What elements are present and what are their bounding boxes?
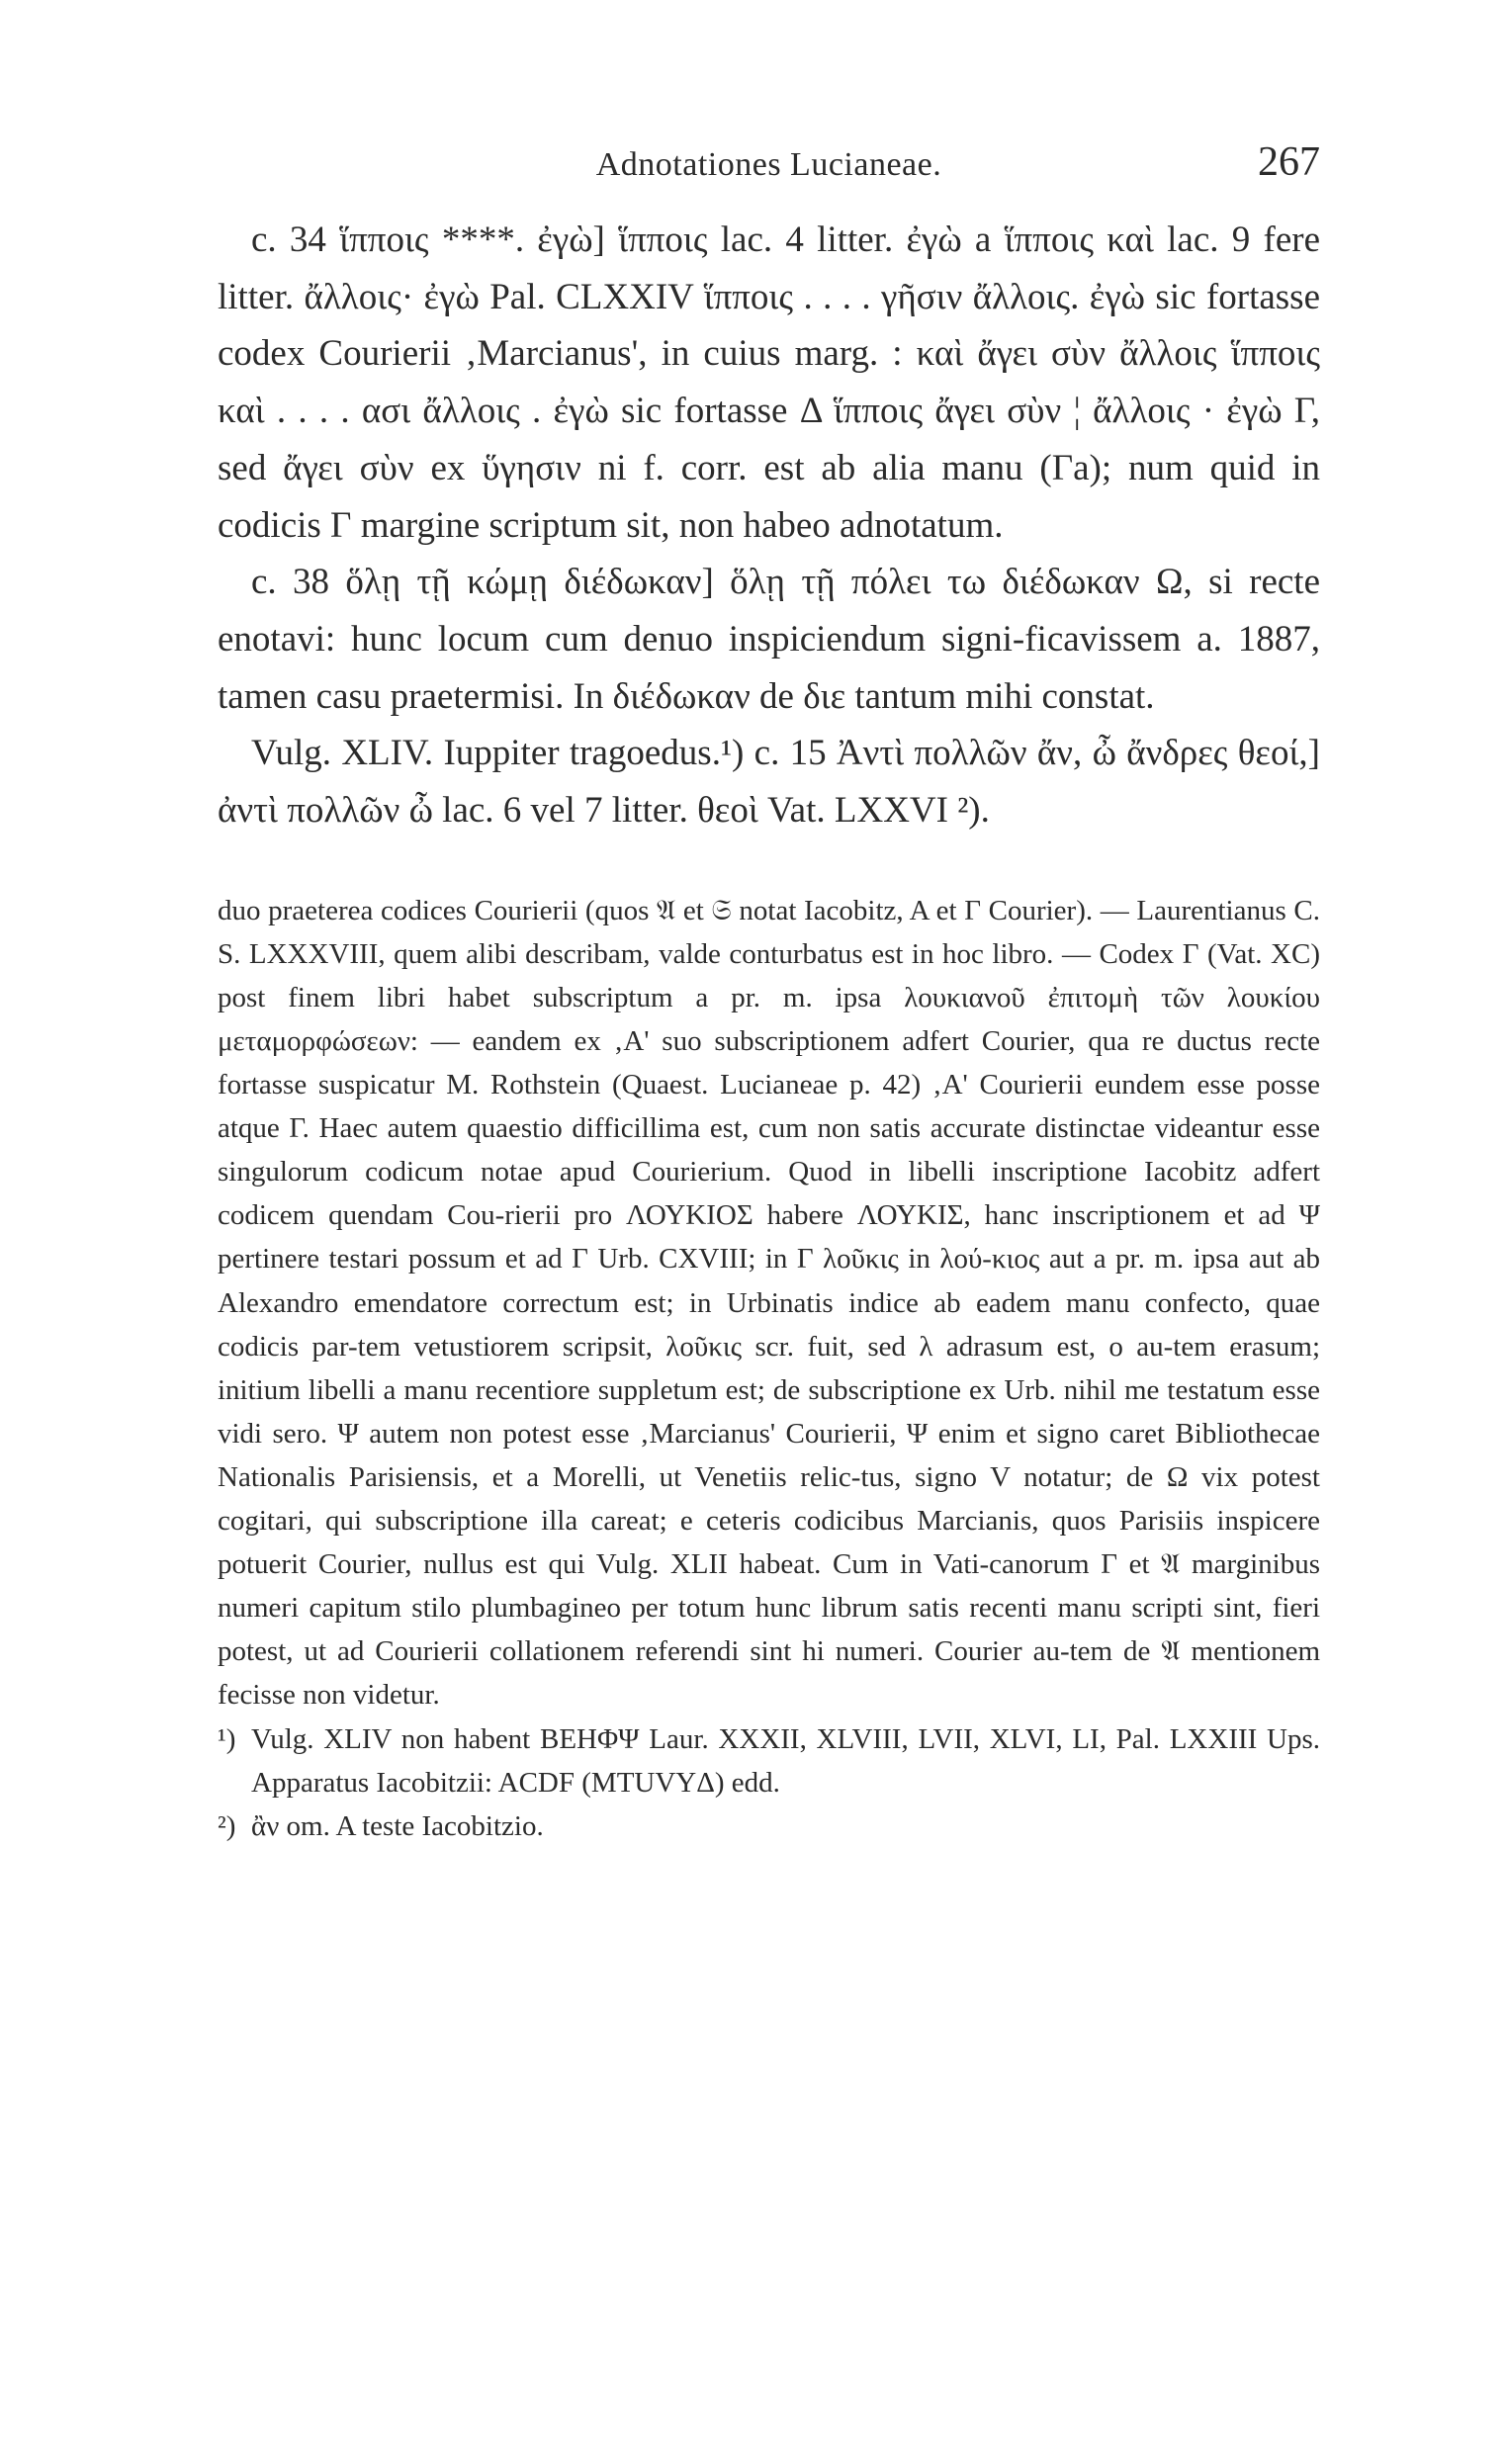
paragraph-c38: c. 38 ὅλῃ τῇ κώμῃ διέδωκαν] ὅλῃ τῇ πόλει τω διέδωκαν Ω, si recte enotavi: hunc locum cum denuo inspiciendum signi-ficavissem a. 1887, tamen casu praetermisi. In διέδωκαν de διε tantum mihi constat. bbox=[218, 562, 1320, 717]
paragraph-vulg-xliv: Vulg. XLIV. Iuppiter tragoedus.¹) c. 15 Ἀντὶ πολλῶν ἄν, ὦ ἄνδρες θεοί,] ἀντὶ πολλῶν ὦ lac. 6 vel 7 litter. θεοὶ Vat. LXXVI ²). bbox=[218, 733, 1320, 832]
footnote-text: ἂν om. A teste Iacobitzio. bbox=[251, 1809, 544, 1842]
footnote-text: Vulg. XLIV non habent BEHΦΨ Laur. XXXII, XLVIII, LVII, XLVI, LI, Pal. LXXIII Ups. Apparatus Iacobitzii: ACDF (MTUVYΔ) edd. bbox=[251, 1722, 1320, 1799]
note-block bbox=[218, 889, 1320, 1717]
book-page bbox=[218, 119, 1320, 1848]
paragraph-c34: c. 34 ἵπποις ****. ἐγὼ] ἵπποις lac. 4 litter. ἐγὼ a ἵπποις καὶ lac. 9 fere litter. ἄλλοις· ἐγὼ Pal. CLXXIV ἵπποις . . . . γῆσιν ἄλλοις. ἐγὼ sic fortasse codex Courierii ‚Marcianus', in cuius marg. : καὶ ἄγει σὺν ἄλλοις ἵπποις καὶ . . . . ασι ἄλλοις . ἐγὼ sic fortasse Δ ἵπποις ἄγει σὺν ¦ ἄλλοις · ἐγὼ Γ, sed ἄγει σὺν ex ὕγησιν ni f. corr. est ab alia manu (Γa); num quid in codicis Γ margine scriptum sit, non habeo adnotatum. bbox=[218, 220, 1320, 546]
footnote-mark: ²) bbox=[218, 1809, 236, 1842]
note-paragraph: duo praeterea codices Courierii (quos 𝔄 et 𝔖 notat Iacobitz, A et Γ Courier). — Laurentianus C. S. LXXXVIII, quem alibi describam, valde conturbatus est in hoc libro. — Codex Γ (Vat. XC) post finem libri habet subscriptum a pr. m. ipsa λουκιανοῦ ἐπιτομὴ τῶν λουκίου μεταμορφώσεων: — eandem ex ‚A' suo subscriptionem adfert Courier, qua re ductus recte fortasse suspicatur M. Rothstein (Quaest. Lucianeae p. 42) ‚A' Courierii eundem esse posse atque Γ. Haec autem quaestio difficillima est, cum non satis accurate distinctae videantur esse singulorum codicum notae apud Courierium. Quod in libelli inscriptione Iacobitz adfert codicem quendam Cou-rierii pro ΛΟΥΚΙΟΣ habere ΛΟΥΚΙΣ, hanc inscriptionem et ad Ψ pertinere testari possum et ad Γ Urb. CXVIII; in Γ λοῦκις in λού-κιος aut a pr. m. ipsa aut ab Alexandro emendatore correctum est; in Urbinatis indice ab eadem manu confecto, quae codicis par-tem vetustiorem scripsit, λοῦκις scr. fuit, sed λ adrasum est, ο au-tem erasum; initium libelli a manu recentiore suppletum est; de subscriptione ex Urb. nihil me testatum esse vidi sero. Ψ autem non potest esse ‚Marcianus' Courierii, Ψ enim et signo caret Bibliothecae Nationalis Parisiensis, et a Morelli, ut Venetiis relic-tus, signo V notatur; de Ω vix potest cogitari, qui subscriptione illa careat; e ceteris codicibus Marcianis, quos Parisiis inspicere potuerit Courier, nullus est qui Vulg. XLII habeat. Cum in Vati-canorum Γ et 𝔄 marginibus numeri capitum stilo plumbagineo per totum hunc librum satis recenti manu scripti sint, fieri potest, ut ad Courierii collationem referendi sint hi numeri. Courier au-tem de 𝔄 mentionem fecisse non videtur. bbox=[218, 894, 1320, 1712]
footnote-2 bbox=[218, 1804, 1320, 1848]
running-head bbox=[218, 119, 1320, 198]
page-number: 267 bbox=[1258, 139, 1320, 185]
running-title: Adnotationes Lucianeae. bbox=[595, 146, 942, 183]
footnote-mark: ¹) bbox=[218, 1722, 236, 1755]
main-text bbox=[218, 212, 1320, 839]
footnote-1 bbox=[218, 1717, 1320, 1804]
footnotes bbox=[218, 1717, 1320, 1848]
